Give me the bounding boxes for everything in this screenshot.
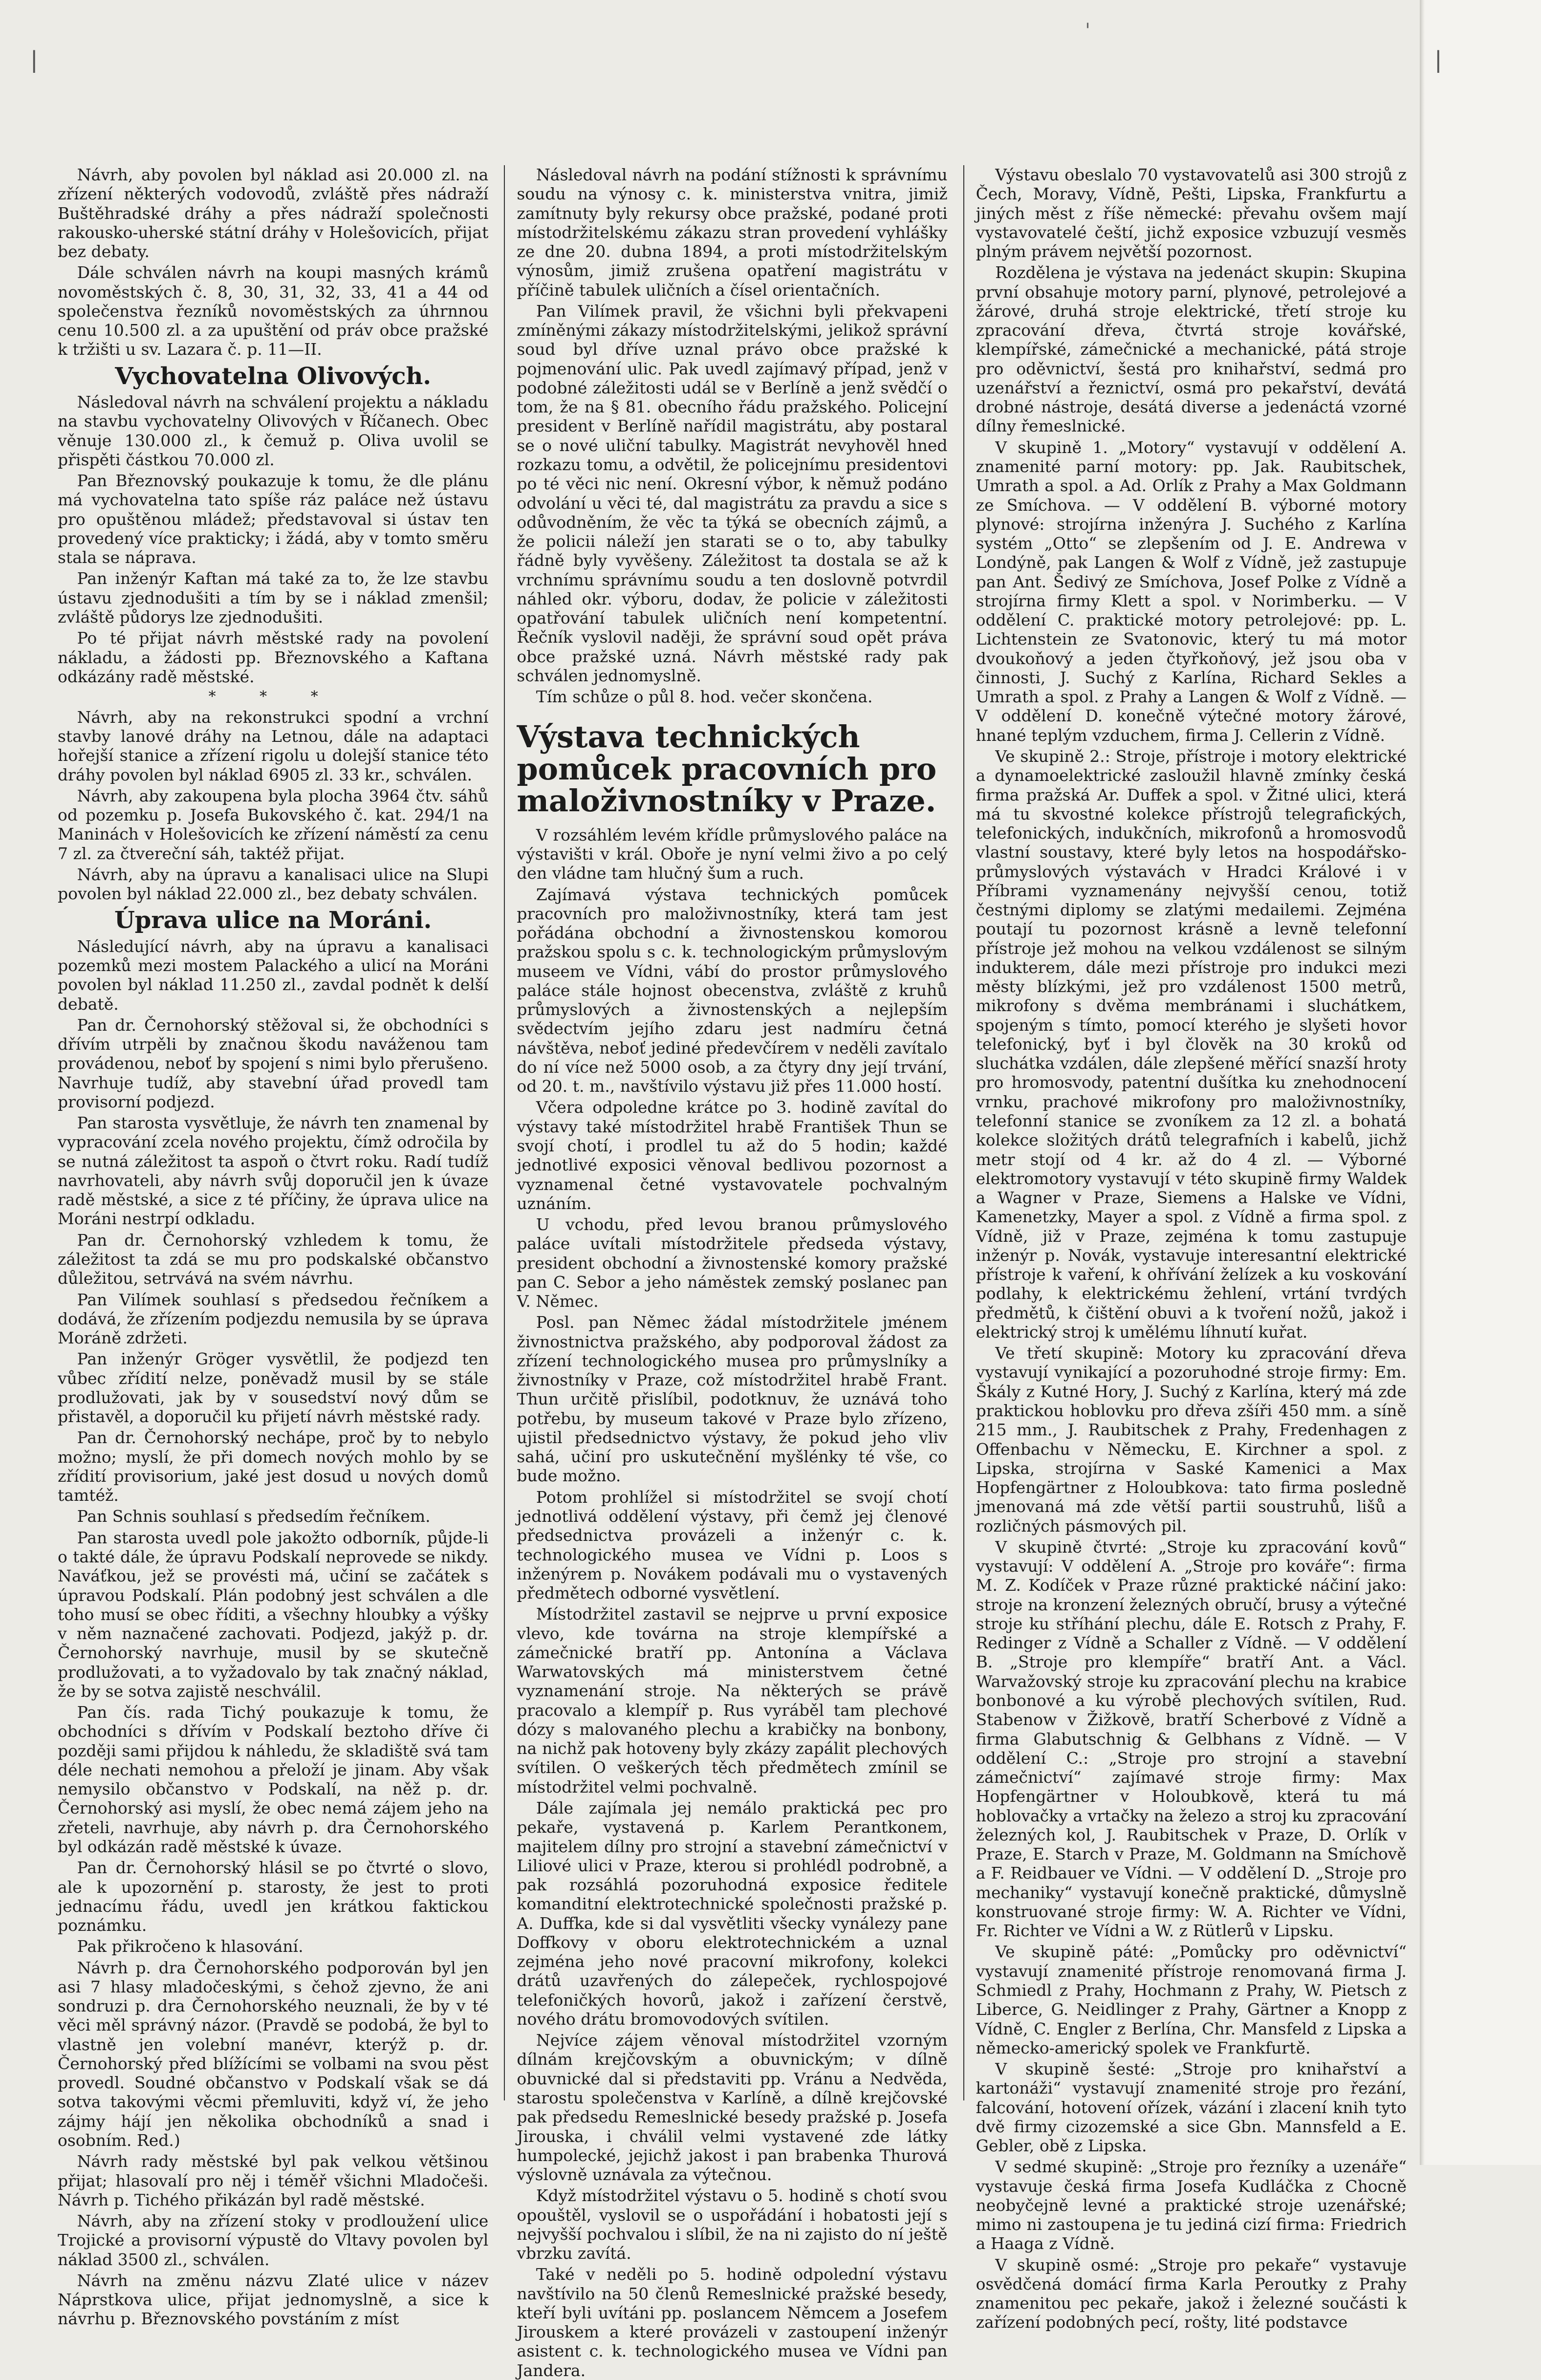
section-divider: * * * bbox=[208, 688, 338, 706]
paragraph: Návrh p. dra Černohorského podporován byl jen asi 7 hlasy mladočeskými, s čehož zjevno, že ani sondruzi p. dra Černohorského neuznali, že by v té věci měl správný názor. (Pravdě se podobá, že byl to vlastně jen volební manévr, kterýž p. dr. Černohorský před blížícími se volbami na svou pěst provedl. Soudné občanstvo v Podskalí však se dá sotva takovými věcmi přemluviti, když ví, že jeho zájmy hájí jen několika obchodníků a snad i osobním. Red.) bbox=[58, 1958, 489, 2150]
paragraph: Návrh, aby povolen byl náklad asi 20.000 zl. na zřízení některých vodovodů, zvláště přes nádraží Buštěhradské dráhy a přes nádraží společnosti rakousko-uherské státní dráhy v Holešovicích, přijat bez debaty. bbox=[58, 165, 489, 261]
paragraph: Ve skupině páté: „Pomůcky pro oděvnictví“ vystavují znamenité přístroje renomovaná firma J. Schmiedl z Prahy, Hochmann z Prahy, W. Pietsch z Liberce, G. Neidlinger z Prahy, Gärtner a Knopp z Vídně, C. Engler z Berlína, Chr. Mansfeld z Lipska a německo-americký spolek ve Frankfurtě. bbox=[976, 1942, 1407, 2057]
paragraph: Pak přikročeno k hlasování. bbox=[77, 1937, 304, 1956]
paragraph: Pan starosta uvedl pole jakožto odborník, půjde-li o takté dále, že úpravu Podskalí neprovede se nikdy. Naváťkou, jež se provésti má, učiní se začátek s úpravou Podskalí. Plán podobný jest schválen a dle toho musí se obec říditi, a všechny hloubky a výšky v něm naznačené zachovati. Podjezd, jakýž p. dr. Černohorský navrhuje, musil by se skutečně prodlužovati, a to vyžadovalo by tak značný náklad, že by se sotva zajistě neschválil. bbox=[58, 1528, 489, 1701]
paragraph: Ve třetí skupině: Motory ku zpracování dřeva vystavují vynikající a pozoruhodné stroje firmy: Em. Škály z Kutné Hory, J. Suchý z Karlína, který má zde praktickou hoblovku pro dřeva zšíři 450 mm. a síně 215 mm., J. Raubitschek z Prahy, Fredenhagen z Offenbachu v Německu, E. Kirchner a spol. z Lipska, strojírna v Saské Kamenici a Max Hopfengärtner z Holoubkova: tato firma posledně jmenovaná má zde větší partii soustruhů, lišů a rozličných pásmových pil. bbox=[976, 1343, 1407, 1536]
paragraph: Pan Vilímek souhlasí s předsedou řečníkem a dodává, že zřízením podjezdu nemusila by se úprava Moráně zdržeti. bbox=[58, 1290, 489, 1348]
section-heading: Úprava ulice na Moráni. bbox=[114, 907, 432, 934]
paragraph: Následující návrh, aby na úpravu a kanalisaci pozemků mezi mostem Palackého a ulicí na Moráni povolen byl náklad 11.250 zl., zavdal podnět k delší debatě. bbox=[58, 936, 489, 1014]
paragraph: Rozdělena je výstava na jedenáct skupin: Skupina první obsahuje motory parní, plynové, petrolejové a žárové, druhá stroje elektrické, třetí stroje ku zpracování dřeva, čtvrtá stroje kovářské, klempířské, zámečnické a mechanické, pátá stroje pro oděvnictví, šestá pro knihařství, sedmá pro uzenářství a řeznictví, osmá pro pekařství, devátá drobné nástroje, desátá diverse a jedenáctá vzorné dílny řemeslnické. bbox=[976, 263, 1407, 436]
paragraph: V sedmé skupině: „Stroje pro řezníky a uzenáře“ vystavuje česká firma Josefa Kudláčka z Chocně neobyčejně levné a praktické stroje uzenářské; mimo ni zastoupena je tu jediná cizí firma: Friedrich a Haaga z Vídně. bbox=[976, 2157, 1407, 2253]
paragraph: Pan dr. Černohorský nechápe, proč by to nebylo možno; myslí, že při domech nových mohlo by se zřídití provisorium, jaké jest dosud u nových domů tamtéž. bbox=[58, 1428, 489, 1505]
next-page-strip bbox=[1425, 0, 1541, 2165]
paragraph: Návrh na změnu názvu Zlaté ulice v název Náprstkova ulice, přijat jednomyslně, a sice k návrhu p. Březnovského povstáním z míst bbox=[58, 2271, 489, 2329]
paragraph: Také v neděli po 5. hodině odpolední výstavu navštívilo na 50 členů Remeslnické pražské besedy, kteří byli uvítáni pp. poslancem Němcem a Josefem Jirouskem a které provázeli v zastoupení inženýr asistent c. k. technologického musea ve Vídni pan Jandera. bbox=[517, 2265, 948, 2380]
paragraph: Posl. pan Němec žádal místodržitele jménem živnostnictva pražského, aby podporoval žádost za zřízení technologického musea pro průmyslníky a živnostníky v Praze, což místodržitel hrabě Frant. Thun určitě přislíbil, podotknuv, že uznává toho potřebu, by museum takové v Praze bylo zřízeno, ujistil předsednictvo výstavy, že pokud jeho vliv sahá, učiní pro uskutečnění myšlénky té vše, co bude možno. bbox=[517, 1313, 948, 1486]
newspaper-columns bbox=[58, 165, 1407, 2380]
paragraph: Návrh, aby na rekonstrukci spodní a vrchní stavby lanové dráhy na Letnou, dále na adaptaci hořejší stanice a zřízení rigolu u dolejší stanice této dráhy povolen byl náklad 6905 zl. 33 kr., schválen. bbox=[58, 707, 489, 784]
column-2 bbox=[504, 165, 948, 2380]
paragraph: Pan Schnis souhlasí s předsedím řečníkem. bbox=[77, 1507, 431, 1526]
paragraph: Tím schůze o půl 8. hod. večer skončena. bbox=[536, 687, 873, 707]
edge-mark-right: | bbox=[1434, 46, 1442, 73]
paragraph: Následoval návrh na schválení projektu a nákladu na stavbu vychovatelny Olivových v Říčanech. Obec věnuje 130.000 zl., k čemuž p. Oliva uvolil se přispěti částkou 70.000 zl. bbox=[58, 392, 489, 469]
paragraph: Místodržitel zastavil se nejprve u první exposice vlevo, kde továrna na stroje klempířské a zámečnické bratří pp. Antonína a Václava Warwatovských má ministerstvem četné vyznamenání stroje. Na některých se právě pracovalo a klempíř p. Rus vyráběl tam plechové dózy s malovaného plechu a krabičky na bonbony, na nichž pak hotoveny byly zkázy zapálit plechových svítilen. O veškerých těch předmětech zmínil se místodržitel velmi pochvalně. bbox=[517, 1604, 948, 1796]
paragraph: Ve skupině 2.: Stroje, přístroje i motory elektrické a dynamoelektrické zasloužil hlavně zmínky česká firma pražská Ar. Duffek a spol. v Žitné ulici, která má tu skvostné kolekce přístrojů telegrafických, telefonických, indukčních, mikrofonů a hromosvodů vlastní soustavy, které byly letos na hospodářsko-průmyslových výstavách v Hradci Králové i v Příbrami vyznamenány nejvyšší cenou, totiž čestnými diplomy se zlatými medailemi. Zejména poutají tu pozornost krásně a levně telefonní přístroje jež mohou na velkou vzdálenost se silným indukterem, dále mezi přístroje pro indukci mezi městy blízkými, jež pro vzdálenost 1500 metrů, mikrofony s dvěma membránami i sluchátkem, spojeným s tímto, pomocí kterého je slyšeti hovor telefonický, byť i byl člověk na 30 kroků od sluchátka vzdálen, dále zlepšené měřící snazší hroty pro hromosvody, patentní dušítka ku znehodnocení vrnku, prachové mikrofony pro maloživnostníky, telefonní stanice se zvoníkem za 12 zl. a bohatá kolekce složitých drátů telegrafních i kabelů, jichž metr stojí od 4 kr. až do 4 zl. — Výborné elektromotory vystavují v této skupině firmy Waldek a Wagner v Praze, Siemens a Halske ve Vídni, Kamenetzky, Mayer a spol. z Vídně a firma spol. z Vídně, již v Praze, zejména k tomu zastupuje inženýr p. Novák, vystavuje interesantní elektrické přístroje k vaření, k ohřívání želízek a ku voskování podlahy, k elektrickému žehlení, vrtání tvrdých předmětů, k čištění obuvi a k tvoření nožů, jakož i elektrický stroj k umělému líhnutí kuřat. bbox=[976, 746, 1407, 1341]
paragraph: Po té přijat návrh městské rady na povolení nákladu, a žádosti pp. Březnovského a Kaftana odkázány radě městské. bbox=[58, 628, 489, 686]
paragraph: V skupině 1. „Motory“ vystavují v oddělení A. znamenité parní motory: pp. Jak. Raubitschek, Umrath a spol. a Ad. Orlík z Prahy a Max Goldmann ze Smíchova. — V oddělení B. výborné motory plynové: strojírna inženýra J. Suchého z Karlína systém „Otto“ se zlepšením od J. E. Andrewa v Londýně, pak Langen & Wolf z Vídně, jež zastupuje pan Ant. Šedivý ze Smíchova, Josef Polke z Vídně a strojírna firmy Klett a spol. v Norimberku. — V oddělení C. praktické motory petrolejové: pp. L. Lichtenstein ze Svatonovic, který tu má motor dvoukoňový a jeden čtyřkoňový, jež jsou oba v činnosti, J. Suchý z Karlína, Richard Sekles a Umrath a spol. z Prahy a Langen & Wolf z Vídně. — V oddělení D. konečně výtečné motory žárové, hnané teplým vzduchem, firma J. Cellerin z Vídně. bbox=[976, 437, 1407, 745]
paragraph: Návrh, aby na úpravu a kanalisaci ulice na Slupi povolen byl náklad 22.000 zl., bez debaty schválen. bbox=[58, 865, 489, 904]
paragraph: Pan Březnovský poukazuje k tomu, že dle plánu má vychovatelna tato spíše ráz paláce než ústavu pro opuštěnou mládež; představoval si ústav ten provedený více prakticky; i žádá, aby v tomto směru stala se náprava. bbox=[58, 471, 489, 567]
paragraph: Nejvíce zájem věnoval místodržitel vzorným dílnám krejčovským a obuvnickým; v dílně obuvnické dal si představiti pp. Vránu a Nedvěda, starostu společenstva v Karlíně, a dílně krejčovské pak předsedu Remeslnické besedy pražské p. Josefa Jirouska, i chválil velmi vystavené zde látky humpolecké, jejichž jakost i pan brabenka Thurová výslovně uznávala za výtečnou. bbox=[517, 2031, 948, 2185]
paragraph: Zajímavá výstava technických pomůcek pracovních pro maloživnostníky, která tam jest pořádána obchodní a živnostenskou komorou pražskou spolu s c. k. technologickým průmyslovým museem ve Vídni, vábí do prostor průmyslového paláce stále hojnost obecenstva, zvláště z kruhů průmyslových a živnostenských a nejlepším svědectvím jejího zdaru jest nadmíru četná návštěva, neboť jediné předevčírem v neděli zavítalo do ní více než 5000 osob, a za čtyry dny její trvání, od 20. t. m., navštívilo výstavu již přes 11.000 hostí. bbox=[517, 885, 948, 1096]
paragraph: Pan dr. Černohorský hlásil se po čtvrté o slovo, ale k upozornění p. starosty, že jest to proti jednacímu řádu, uvedl jen krátkou faktickou poznámku. bbox=[58, 1858, 489, 1935]
paragraph: Pan čís. rada Tichý poukazuje k tomu, že obchodníci s dřívím v Podskalí beztoho dříve či později sami přijdou k náhledu, že skladiště svá tam déle nechati nemohou a přeloží je jinam. Aby však nemysilo občanstvo v Podskalí, na něž p. dr. Černohorský asi myslí, že obec nemá zájem jeho na zřeteli, navrhuje, aby návrh p. dra Černohorského byl odkázán radě městské k úvaze. bbox=[58, 1703, 489, 1856]
paragraph: Dále zajímala jej nemálo praktická pec pro pekaře, vystavená p. Karlem Perantkonem, majitelem dílny pro strojní a stavební zámečnictví v Liliové ulici v Praze, kterou si prohlédl podrobně, a pak rozsáhlá pozoruhodná exposice ředitele komanditní elektrotechnické společnosti pražské p. A. Duffka, kde si dal vysvětliti všecky vynálezy pane Doffkovy v oboru elektrotechnickém a uznal zejména jeho nové pracovní mikrofony, kolekci drátů uzavřených do zálepeček, rychlospojové telefoničkých hovorů, jakož i zařízení čerstvě, nového drátu bromovodových svítilen. bbox=[517, 1798, 948, 2029]
paragraph: U vchodu, před levou branou průmyslového paláce uvítali místodržitele předseda výstavy, president obchodní a živnostenské komory pražské pan C. Sebor a jeho náměstek zemský poslanec pan V. Němec. bbox=[517, 1215, 948, 1311]
edge-mark-left: | bbox=[30, 46, 38, 73]
article-headline: Výstava technických pomůcek pracovních pro maloživnostníky v Praze. bbox=[517, 719, 937, 819]
column-1 bbox=[58, 165, 489, 2329]
paragraph: Výstavu obeslalo 70 vystavovatelů asi 300 strojů z Čech, Moravy, Vídně, Pešti, Lipska, Frankfurtu a jiných měst z říše německé: převahu ovšem mají vystavovatelé čeští, jichž exposice vzbuzují vesměs plným právem největší pozornost. bbox=[976, 165, 1407, 261]
section-heading: Vychovatelna Olivových. bbox=[115, 362, 432, 390]
paragraph: Pan dr. Černohorský vzhledem k tomu, že záležitost ta zdá se mu pro podskalské občanstvo důležitou, setrvává na svém návrhu. bbox=[58, 1230, 489, 1288]
paragraph: Návrh, aby na zřízení stoky v prodloužení ulice Trojické a provisorní výpustě do Vltavy povolen byl náklad 3500 zl., schválen. bbox=[58, 2211, 489, 2269]
paragraph: Pan inženýr Gröger vysvětlil, že podjezd ten vůbec zřídití nelze, poněvadž musil by se stále prodlužovati, jak by v sousedství nový dům se přistavěl, a doporučil ku přijetí návrh městské rady. bbox=[58, 1349, 489, 1427]
paragraph: V skupině šesté: „Stroje pro knihařství a kartonáži“ vystavují znamenité stroje pro řezání, falcování, hotovení ořízek, vázání i zlacení knih tyto dvě firmy cizozemské a sice Gbn. Mannsfeld a E. Gebler, obě z Lipska. bbox=[976, 2059, 1407, 2156]
paragraph: Včera odpoledne krátce po 3. hodině zavítal do výstavy také místodržitel hrabě František Thun se svojí chotí, i prodlel tu až do 5 hodin; každé jednotlivé exposici věnoval bedlivou pozornost a vyznamenal četné vystavovatele pochvalným uznáním. bbox=[517, 1098, 948, 1213]
paragraph: V skupině čtvrté: „Stroje ku zpracování kovů“ vystavují: V oddělení A. „Stroje pro kováře“: firma M. Z. Kodíček v Praze různé praktické náčiní jako: stroje na kronzení železných obručí, brusy a výtečné stroje ku stříhání plechu, dále E. Rotsch z Prahy, F. Redinger z Vídně a Schaller z Vídně. — V oddělení B. „Stroje pro klempíře“ bratří Ant. a Václ. Warvažovský stroje ku zpracování plechu na krabice bonbonové a ku výrobě plechových svítilen, Rud. Stabenow v Žižkově, bratří Scherbové z Vídně a firma Glabutschnig & Gelbhans z Vídně. — V oddělení C.: „Stroje pro strojní a stavební zámečnictví“ zajímavé stroje firmy: Max Hopfengärtner v Holoubkově, která tu má hoblovačky a vrtačky na železo a stroj ku zpracování železných kol, J. Raubitschek v Praze, D. Orlík v Praze, E. Starch v Praze, M. Goldmann na Smíchově a F. Reidbauer ve Vídni. — V oddělení D. „Stroje pro mechaniky“ vystavují konečně praktické, důmyslně konstruované stroje firmy: W. A. Richter ve Vídni, Fr. Richter ve Vídni a W. z Rütlerů v Lipsku. bbox=[976, 1537, 1407, 1941]
paragraph: Návrh rady městské byl pak velkou většinou přijat; hlasovalí pro něj i téměř všichni Mladočeši. Návrh p. Tichého přikázán byl radě městské. bbox=[58, 2152, 489, 2209]
paragraph: Potom prohlížel si místodržitel se svojí chotí jednotlivá oddělení výstavy, při čemž jej členové předsednictva provázeli a inženýr c. k. technologického musea ve Vídni p. Loos s inženýrem p. Novákem podávali mu o vystavených předmětech odborné vysvětlení. bbox=[517, 1487, 948, 1603]
paragraph: Pan dr. Černohorský stěžoval si, že obchodníci s dřívím utrpěli by značnou škodu naváženou tam provádenou, neboť by spojení s nimi bylo přerušeno. Navrhuje tudíž, aby stavební úřad provedl tam provisorní podjezd. bbox=[58, 1015, 489, 1111]
paragraph: Pan inženýr Kaftan má také za to, že lze stavbu ústavu zjednodušiti a tím by se i náklad zmenšil; zvláště půdorys lze zjednodušiti. bbox=[58, 569, 489, 627]
page-fold bbox=[1420, 0, 1425, 2165]
top-mark: ' bbox=[1085, 20, 1090, 42]
paragraph: Když místodržitel výstavu o 5. hodině s chotí svou opouštěl, vyslovil se o uspořádání i hobatosti její s nejvyšší pochvalou i slíbil, že na ni zajisto do ní ještě vbrzku zavítá. bbox=[517, 2186, 948, 2263]
paragraph: Následoval návrh na podání stížnosti k správnímu soudu na výnosy c. k. ministerstva vnitra, jimiž zamítnuty byly rekursy obce pražské, podané proti místodržitelskému zákazu stran provedení vyhlášky ze dne 20. dubna 1894, a proti místodržitelským výnosům, jimiž zrušena opatření magistrátu v příčině tabulek uličních a čísel orientačních. bbox=[517, 165, 948, 300]
paragraph: Pan starosta vysvětluje, že návrh ten znamenal by vypracování zcela nového projektu, čímž odročila by se nutná záležitost ta aspoň o čtvrt roku. Radí tudíž navrhovateli, aby návrh svůj doporučil jen k úvaze radě městské, a sice z té příčiny, že úprava ulice na Moráni nestrpí odkladu. bbox=[58, 1113, 489, 1229]
column-3 bbox=[963, 165, 1407, 2332]
paragraph: Návrh, aby zakoupena byla plocha 3964 čtv. sáhů od pozemku p. Josefa Bukovského č. kat. 294/1 na Maninách v Holešovicích ke zřízení náměstí za cenu 7 zl. za čtvereční sáh, taktéž přijat. bbox=[58, 786, 489, 863]
paragraph: V skupině osmé: „Stroje pro pekaře“ vystavuje osvědčená domácí firma Karla Peroutky z Prahy znamenitou pec pekaře, jakož i železné součásti k zařízení podobných pecí, rošty, lité podstavce bbox=[976, 2255, 1407, 2332]
paragraph: V rozsáhlém levém křídle průmyslového paláce na výstavišti v král. Oboře je nyní velmi živo a po celý den vládne tam hlučný šum a ruch. bbox=[517, 825, 948, 883]
paragraph: Pan Vilímek pravil, že všichni byli překvapeni zmíněnými zákazy místodržitelskými, jelikož správní soud byl dříve uznal právo obce pražské k pojmenování ulic. Pak uvedl zajímavý případ, jenž v podobné záležitosti udál se v Berlíně a jenž svědčí o tom, že na § 81. obecního řádu pražského. Policejní president v Berlíně nařídil magistrátu, aby postaral se o nové uliční tabulky. Magistrát nevyhověl hned rozkazu tomu, a odvětil, že policejnímu presidentovi po té věci nic není. Okresní výbor, k němuž podáno odvolání u věci té, dal magistrátu za pravdu a sice s odůvodněním, že věc ta týká se obecních zájmů, a že policii náleží jen starati se o to, aby tabulky řádně byly vyvěšeny. Záležitost ta dostala se až k vrchnímu správnímu soudu a ten doslovně potvrdil náhled okr. výboru, dodav, že policie v záležitosti opatřování tabulek uličních není kompetentní. Řečník vyslovil naději, že správní soud opět práva obce pražské uzná. Návrh městské rady pak schválen jednomyslně. bbox=[517, 301, 948, 685]
paragraph: Dále schválen návrh na koupi masných krámů novoměstských č. 8, 30, 31, 32, 33, 41 a 44 od společenstva řezníků novoměstských za úhrnnou cenu 10.500 zl. a za upuštění od práv obce pražské k tržišti u sv. Lazara č. p. 11—II. bbox=[58, 263, 489, 359]
